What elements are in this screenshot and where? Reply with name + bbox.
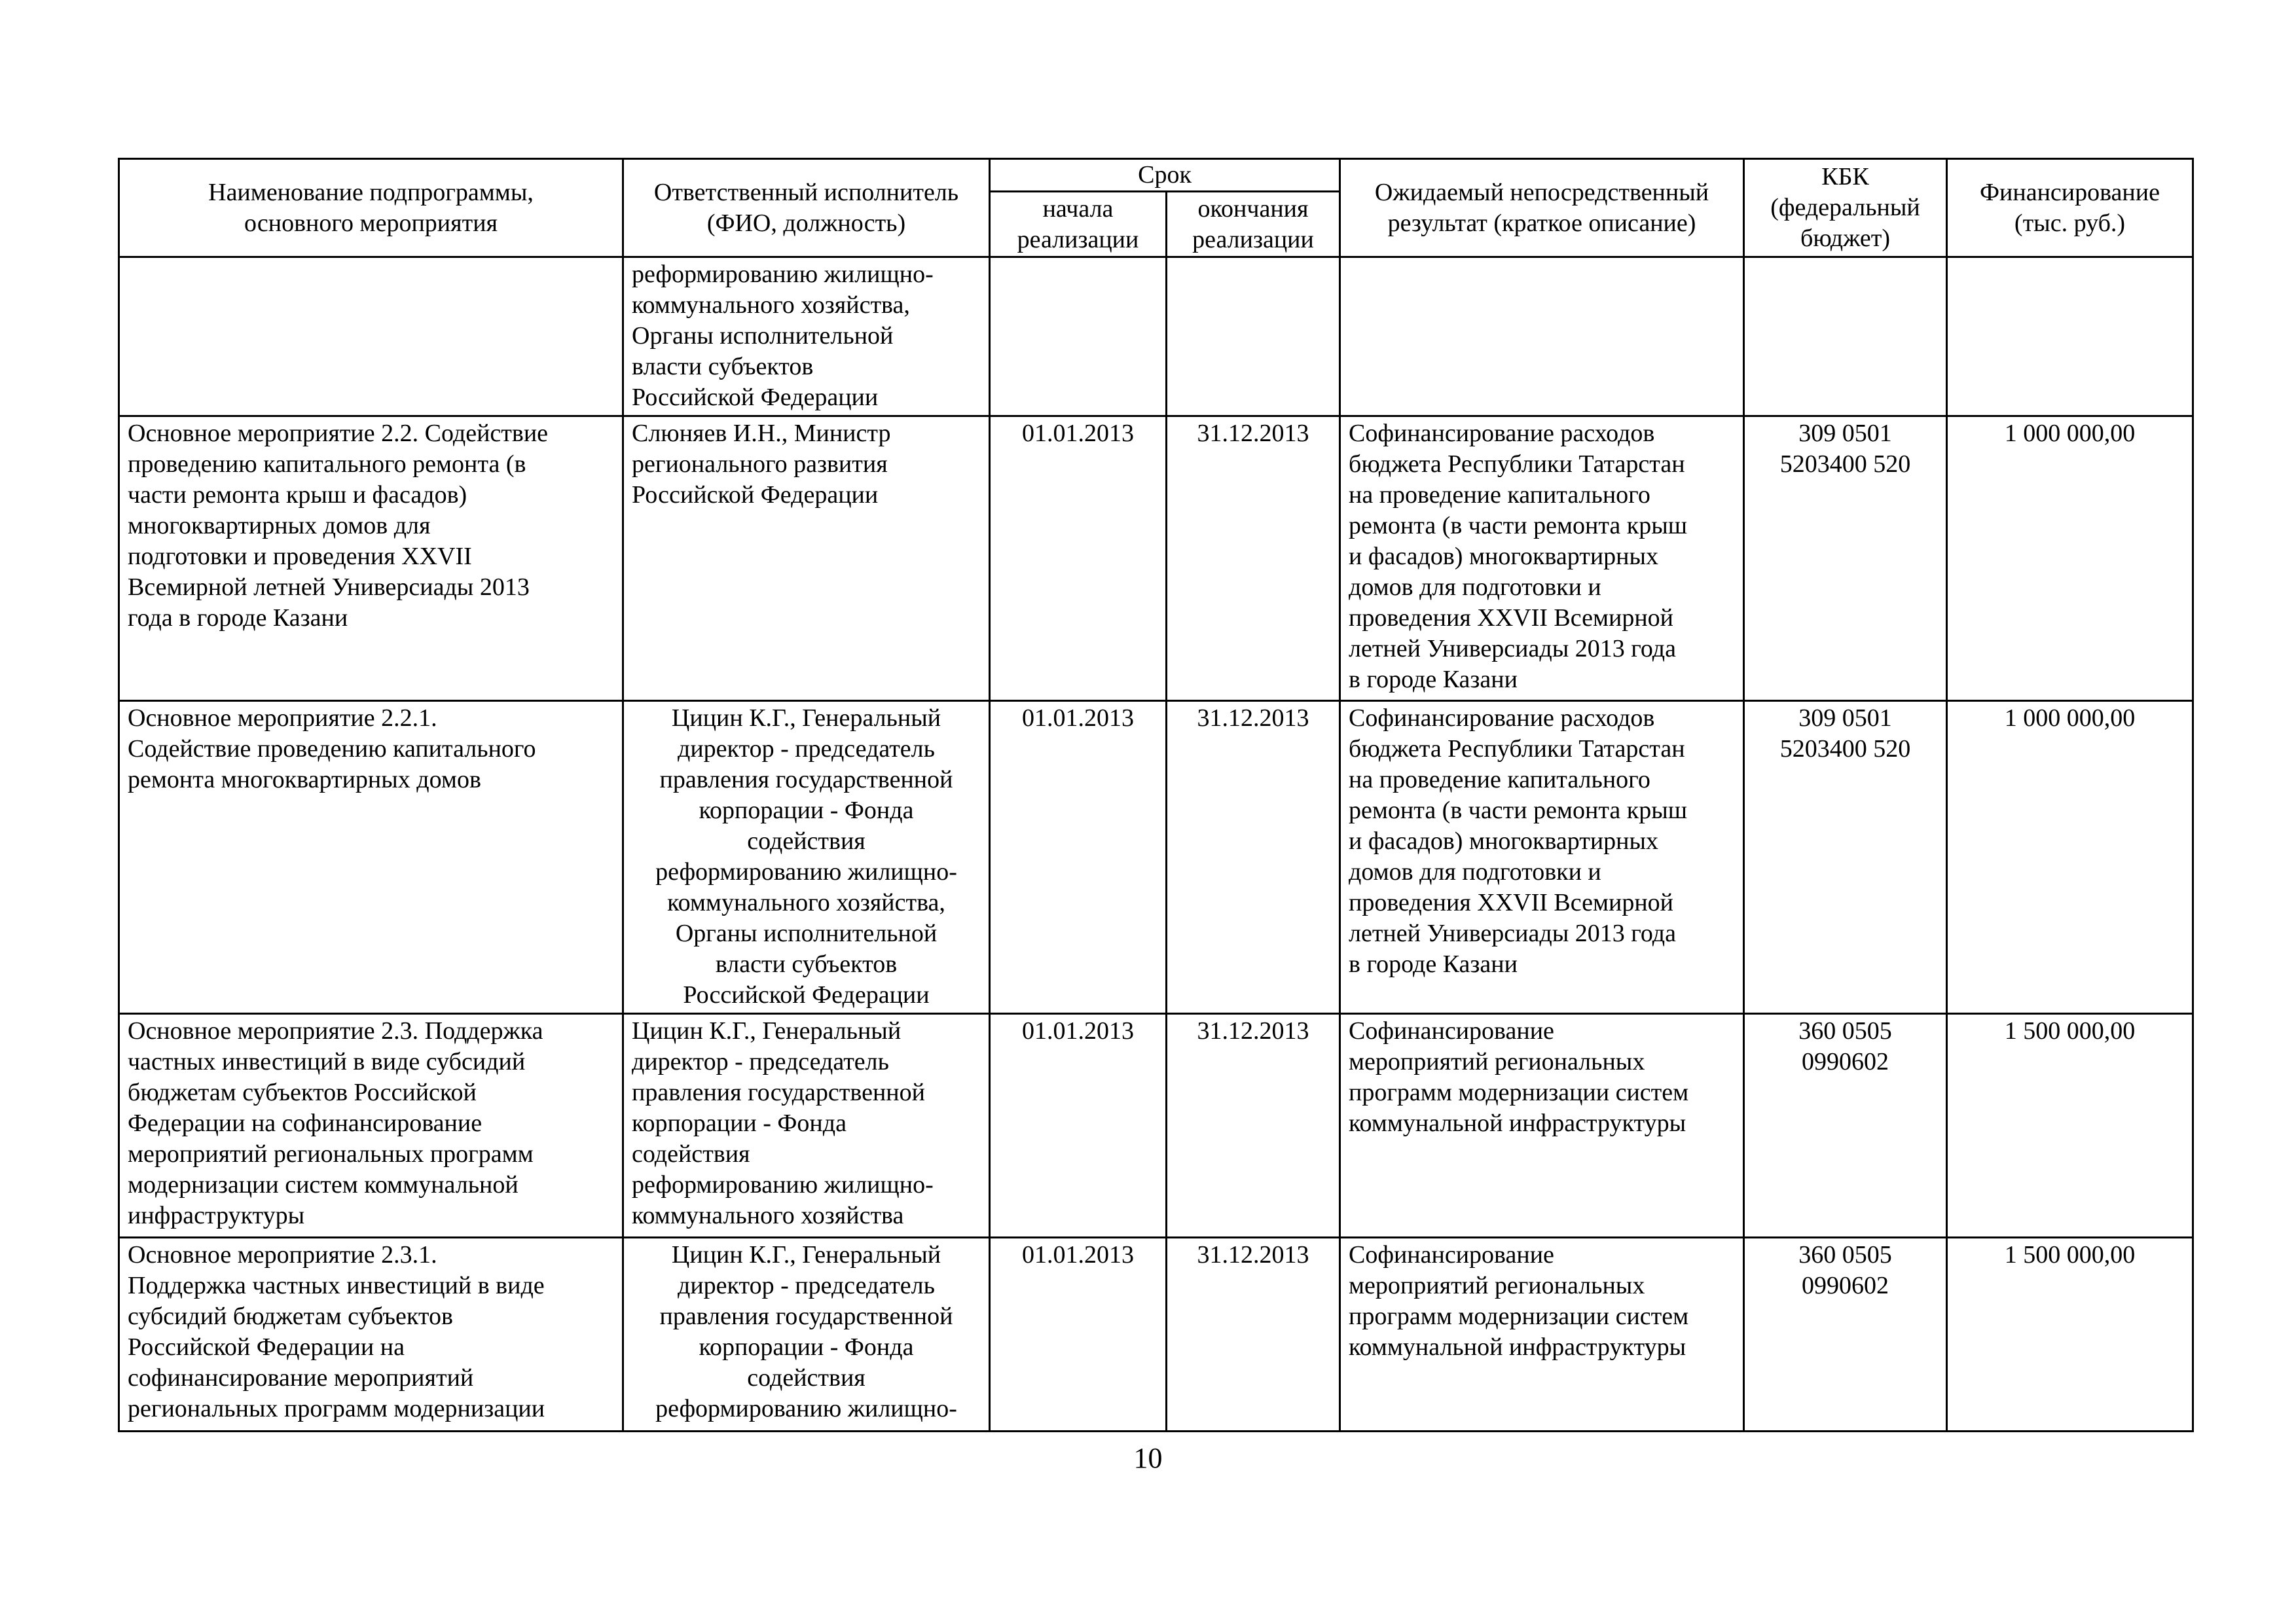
table-row: [119, 416, 2193, 701]
cell-name: [119, 257, 623, 416]
cell-financing: [1947, 257, 2193, 416]
cell-kbk: 360 0505 0990602: [1744, 1238, 1947, 1432]
table-row: [119, 701, 2193, 1014]
cell-financing: 1 000 000,00: [1947, 416, 2193, 701]
cell-result: Софинансирование расходов бюджета Республики Татарстан на проведение капитального ремонта (в части ремонта крыш и фасадов) многоквартирных домов для подготовки и проведения XXVII Всемирной летней Универсиады 2013 года в городе Казани: [1340, 416, 1744, 701]
cell-start: 01.01.2013: [990, 416, 1167, 701]
header-name: Наименование подпрограммы, основного мероприятия: [119, 159, 623, 257]
cell-result: Софинансирование мероприятий региональных программ модернизации систем коммунальной инфраструктуры: [1340, 1014, 1744, 1238]
table-row: [119, 1238, 2193, 1432]
cell-name: Основное мероприятие 2.3. Поддержка частных инвестиций в виде субсидий бюджетам субъектов Российской Федерации на софинансирование мероприятий региональных программ модернизации систем коммунальной инфраструктуры: [119, 1014, 623, 1238]
cell-end: 31.12.2013: [1167, 701, 1340, 1014]
cell-financing: 1 000 000,00: [1947, 701, 2193, 1014]
cell-executor: Цицин К.Г., Генеральный директор - председатель правления государственной корпорации - Фонда содействия реформированию жилищно- коммунального хозяйства: [623, 1014, 990, 1238]
cell-name: Основное мероприятие 2.2.1. Содействие проведению капитального ремонта многоквартирных домов: [119, 701, 623, 1014]
cell-result: Софинансирование расходов бюджета Республики Татарстан на проведение капитального ремонта (в части ремонта крыш и фасадов) многоквартирных домов для подготовки и проведения XXVII Всемирной летней Универсиады 2013 года в городе Казани: [1340, 701, 1744, 1014]
cell-start: 01.01.2013: [990, 1238, 1167, 1432]
cell-name: Основное мероприятие 2.3.1. Поддержка частных инвестиций в виде субсидий бюджетам субъектов Российской Федерации на софинансирование мероприятий региональных программ модернизации: [119, 1238, 623, 1432]
cell-kbk: 360 0505 0990602: [1744, 1014, 1947, 1238]
cell-executor: Цицин К.Г., Генеральный директор - председатель правления государственной корпорации - Фонда содействия реформированию жилищно- коммунального хозяйства, Органы исполнительной власти субъектов Российской Федерации: [623, 701, 990, 1014]
program-table: [118, 158, 2194, 1432]
header-financing: Финансирование (тыс. руб.): [1947, 159, 2193, 257]
header-executor: Ответственный исполнитель (ФИО, должность): [623, 159, 990, 257]
cell-financing: 1 500 000,00: [1947, 1014, 2193, 1238]
cell-name: Основное мероприятие 2.2. Содействие проведению капитального ремонта (в части ремонта крыш и фасадов) многоквартирных домов для подготовки и проведения XXVII Всемирной летней Универсиады 2013 года в городе Казани: [119, 416, 623, 701]
cell-executor: реформированию жилищно- коммунального хозяйства, Органы исполнительной власти субъектов Российской Федерации: [623, 257, 990, 416]
cell-result: Софинансирование мероприятий региональных программ модернизации систем коммунальной инфраструктуры: [1340, 1238, 1744, 1432]
cell-start: 01.01.2013: [990, 701, 1167, 1014]
cell-kbk: [1744, 257, 1947, 416]
cell-result: [1340, 257, 1744, 416]
header-term: Срок: [990, 159, 1340, 192]
cell-start: [990, 257, 1167, 416]
header-result: Ожидаемый непосредственный результат (краткое описание): [1340, 159, 1744, 257]
cell-kbk: 309 0501 5203400 520: [1744, 416, 1947, 701]
cell-kbk: 309 0501 5203400 520: [1744, 701, 1947, 1014]
cell-end: 31.12.2013: [1167, 416, 1340, 701]
table-row: [119, 1014, 2193, 1238]
cell-end: 31.12.2013: [1167, 1014, 1340, 1238]
header-kbk: КБК (федеральный бюджет): [1744, 159, 1947, 257]
cell-executor: Слюняев И.Н., Министр регионального развития Российской Федерации: [623, 416, 990, 701]
table-row: [119, 257, 2193, 416]
cell-end: [1167, 257, 1340, 416]
cell-end: 31.12.2013: [1167, 1238, 1340, 1432]
cell-start: 01.01.2013: [990, 1014, 1167, 1238]
header-term-start: начала реализации: [990, 192, 1167, 257]
cell-financing: 1 500 000,00: [1947, 1238, 2193, 1432]
cell-executor: Цицин К.Г., Генеральный директор - председатель правления государственной корпорации - Фонда содействия реформированию жилищно-: [623, 1238, 990, 1432]
header-term-end: окончания реализации: [1167, 192, 1340, 257]
page-number: 10: [1133, 1442, 1163, 1474]
